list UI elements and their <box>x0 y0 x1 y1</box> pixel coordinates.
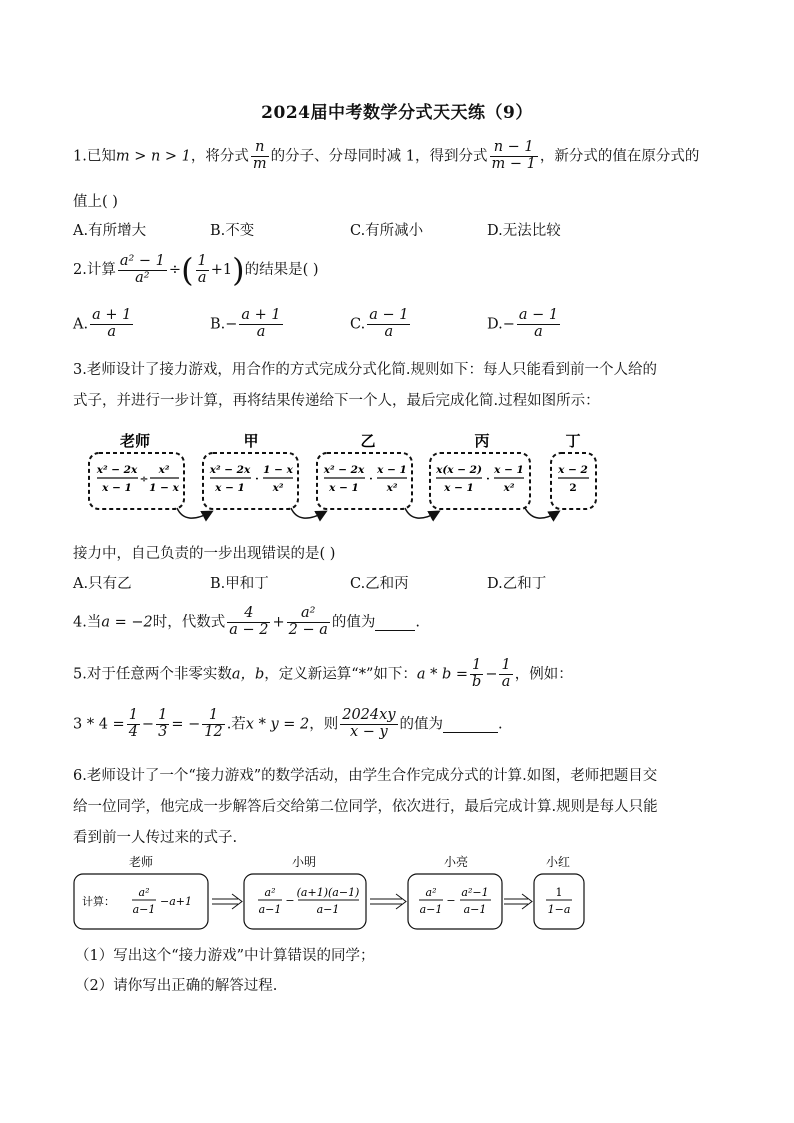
option-label: B. <box>210 316 226 333</box>
box-ding <box>551 453 596 509</box>
q3-option-b[interactable]: B.甲和丁 <box>210 576 269 592</box>
minus-sign: − <box>141 716 155 733</box>
numerator: x² − 2x <box>323 464 365 476</box>
q1-option-a[interactable]: A.有所增大 <box>73 223 147 239</box>
denominator: 4 <box>128 723 138 740</box>
q2-text: 的结果是( ) <box>244 262 319 278</box>
operator: · <box>255 473 259 485</box>
numerator: a − 1 <box>369 307 409 323</box>
label-teacher: 老师 <box>119 432 151 450</box>
denominator: 1 − x <box>149 482 179 494</box>
q5-def-lhs: a * b = <box>416 666 469 683</box>
denominator: a <box>384 323 394 340</box>
fraction <box>470 658 483 691</box>
fraction <box>156 708 169 741</box>
numerator: 1 <box>197 252 207 269</box>
box-jia <box>203 453 298 509</box>
q3-question: 接力中，自己负责的一步出现错误的是( ) <box>73 546 336 562</box>
expr-ding <box>557 464 589 494</box>
denominator: x² <box>272 482 284 494</box>
label-xiaohong: 小红 <box>545 855 571 869</box>
q5-text: ，则 <box>309 716 339 733</box>
fraction <box>517 308 560 341</box>
denominator: a − 2 <box>229 621 269 638</box>
q4-text: 的值为 <box>331 614 376 631</box>
question-5-line2 <box>73 708 503 741</box>
denominator: x² <box>386 482 398 494</box>
numerator: 2024xy <box>342 707 396 723</box>
plus-sign: + <box>272 614 285 631</box>
denominator: 12 <box>204 723 223 740</box>
q3-line2: 式子，并进行一步计算，再将结果传递给下一个人，最后完成化简.过程如图所示： <box>73 393 600 409</box>
fraction <box>239 308 282 341</box>
fraction <box>287 606 330 639</box>
option-sign: − <box>502 316 515 333</box>
fraction <box>90 308 133 341</box>
minus-sign: − <box>446 894 456 907</box>
expr-xiaohong <box>546 886 572 916</box>
arrow <box>405 508 438 518</box>
equals-minus: = − <box>171 716 201 733</box>
label-teacher: 老师 <box>128 855 154 869</box>
expr-xiaoming <box>258 886 359 916</box>
numerator: 1 <box>470 658 483 675</box>
q4-text: 时，代数式 <box>152 614 226 631</box>
q1-text: 1.已知 <box>73 148 116 165</box>
numerator: x² − 2x <box>96 464 138 476</box>
question-1 <box>73 140 699 173</box>
label-yi: 乙 <box>360 432 376 450</box>
q5-text: 的值为 <box>399 716 444 733</box>
prefix: 计算： <box>82 895 115 908</box>
q4-text: . <box>415 614 420 631</box>
q5-text: 5.对于任意两个非零实数 <box>73 666 232 683</box>
denominator: x − 1 <box>102 482 132 494</box>
operator: · <box>369 473 373 485</box>
numerator: 1 <box>555 886 563 899</box>
denominator: a−1 <box>316 903 340 916</box>
arrow <box>525 508 558 518</box>
q3-option-c[interactable]: C.乙和丙 <box>350 576 409 592</box>
q1-option-d[interactable]: D.无法比较 <box>487 223 561 239</box>
answer-blank[interactable] <box>443 716 498 733</box>
numerator: x − 1 <box>494 464 524 476</box>
plus-one: +1 <box>210 262 233 278</box>
numerator: (a+1)(a−1) <box>296 886 360 899</box>
operator: · <box>486 473 490 485</box>
numerator: x(x − 2) <box>436 464 482 476</box>
q5-condition: x * y = 2 <box>245 716 310 733</box>
option-label: A. <box>73 316 89 333</box>
denominator: x − 1 <box>329 482 359 494</box>
double-arrow <box>212 894 242 909</box>
box-bing <box>430 453 530 509</box>
denominator: a <box>534 323 543 340</box>
question-4 <box>73 606 420 639</box>
denominator: x − 1 <box>444 482 474 494</box>
q1-condition: m > n > 1 <box>115 148 191 165</box>
numerator: a² <box>425 886 437 899</box>
expr-bing <box>435 464 524 494</box>
numerator: 1 − x <box>263 464 293 476</box>
fraction <box>499 658 512 691</box>
numerator: x − 1 <box>377 464 407 476</box>
denominator: a <box>197 269 207 286</box>
numerator: x² <box>158 464 170 476</box>
expr-xiaoliang <box>419 886 491 916</box>
denominator: a <box>256 323 266 340</box>
expr-yi <box>323 464 407 494</box>
numerator: 1 <box>128 707 138 723</box>
numerator: a² <box>264 886 276 899</box>
denominator: b <box>472 673 482 690</box>
numerator: a − 1 <box>518 307 559 323</box>
q3-option-a[interactable]: A.只有乙 <box>73 576 132 592</box>
q2-text: 2.计算 <box>73 262 116 278</box>
q4-condition: a = −2 <box>101 614 153 631</box>
expr-teacher <box>96 464 180 494</box>
q2-option-b[interactable] <box>210 308 285 341</box>
double-arrow <box>370 894 406 909</box>
fraction <box>202 708 224 741</box>
right-paren: ) <box>232 251 245 289</box>
denominator: a² <box>135 269 150 286</box>
tail: −a+1 <box>160 895 192 908</box>
divide-sign: ÷ <box>168 262 182 278</box>
option-sign: − <box>225 316 238 333</box>
numerator: x² − 2x <box>209 464 251 476</box>
denominator: x − y <box>350 723 388 740</box>
q5-text: . <box>498 716 503 733</box>
q1-text: ，新分式的值在原分式的 <box>539 148 700 165</box>
denominator: a−1 <box>463 903 487 916</box>
page-title: 2024届中考数学分式天天练（9） <box>261 103 533 123</box>
q5-text: ，例如： <box>514 666 573 683</box>
q3-line1: 3.老师设计了接力游戏，用合作的方式完成分式化简.规则如下：每人只能看到前一个人给的 <box>73 362 657 378</box>
q6-line1: 6.老师设计了一个“接力游戏”的数学活动，由学生合作完成分式的计算.如图，老师把题目交 <box>73 768 658 784</box>
question-5-line1 <box>73 658 573 691</box>
denominator: 2 − a <box>288 621 328 638</box>
fraction <box>251 140 269 173</box>
denominator: 1−a <box>547 903 571 916</box>
option-label: D. <box>487 316 503 333</box>
denominator: a−1 <box>419 903 443 916</box>
fraction <box>196 254 209 287</box>
fraction <box>227 606 270 639</box>
q6-line2: 给一位同学，他完成一步解答后交给第二位同学，依次进行，最后完成计算.规则是每人只能 <box>73 799 658 815</box>
label-bing: 丙 <box>474 432 490 450</box>
arrow <box>291 508 325 518</box>
fraction <box>367 308 410 341</box>
relay-diagram-2 <box>72 852 592 936</box>
question-2 <box>73 251 319 289</box>
denominator: m − 1 <box>491 155 536 172</box>
double-arrow <box>504 894 532 909</box>
box-teacher <box>89 453 184 509</box>
relay-diagram-1 <box>85 428 605 528</box>
numerator: 1 <box>202 708 224 725</box>
numerator: n <box>251 140 269 157</box>
denominator: a <box>107 323 117 340</box>
label-jia: 甲 <box>243 432 259 450</box>
fraction <box>340 708 397 741</box>
numerator: 4 <box>227 606 270 623</box>
numerator: x − 2 <box>558 464 588 476</box>
q6-sub2: （2）请你写出正确的解答过程. <box>75 978 278 994</box>
q4-text: 4.当 <box>73 614 102 631</box>
expr-teacher <box>82 886 192 916</box>
q2-option-c[interactable] <box>350 308 412 341</box>
q6-sub1: （1）写出这个“接力游戏”中计算错误的同学； <box>75 948 375 964</box>
denominator: m <box>252 155 267 172</box>
q1-option-c[interactable]: C.有所减小 <box>350 223 424 239</box>
q1-text: 的分子、分母同时减 1，得到分式 <box>270 148 488 165</box>
expr-jia <box>209 464 294 494</box>
box-xiaoming <box>244 874 366 929</box>
q2-option-d[interactable] <box>487 308 562 341</box>
arrow <box>177 508 211 518</box>
box-xiaohong <box>534 874 584 929</box>
denominator: x² <box>503 482 515 494</box>
left-paren: ( <box>181 251 194 289</box>
fraction <box>490 140 538 173</box>
q1-option-b[interactable]: B.不变 <box>210 223 255 239</box>
minus-sign: − <box>285 894 295 907</box>
fraction <box>118 254 167 287</box>
answer-blank[interactable] <box>375 614 415 631</box>
q1-line2: 值上( ) <box>73 194 118 210</box>
denominator: 3 <box>158 723 168 740</box>
q5-text: ，定义新运算“*”如下： <box>264 666 417 683</box>
fraction <box>127 708 140 741</box>
numerator: a² <box>287 606 330 623</box>
q5-vars: a，b <box>231 666 265 683</box>
numerator: 1 <box>501 657 511 673</box>
denominator: a−1 <box>132 903 156 916</box>
numerator: 1 <box>158 707 168 723</box>
operator: ÷ <box>139 473 149 485</box>
numerator: a + 1 <box>241 307 281 323</box>
numerator: a² − 1 <box>119 252 165 269</box>
label-ding: 丁 <box>565 432 581 450</box>
numerator: n − 1 <box>490 140 538 157</box>
numerator: a + 1 <box>92 307 132 323</box>
q5-example-lhs: 3 * 4 = <box>73 716 125 733</box>
q6-line3: 看到前一人传过来的式子. <box>73 830 238 846</box>
option-label: C. <box>350 316 366 333</box>
q2-option-a[interactable] <box>73 308 135 341</box>
denominator: 2 <box>569 482 577 494</box>
q5-text: .若 <box>226 716 246 733</box>
label-xiaoming: 小明 <box>291 855 317 869</box>
box-yi <box>317 453 412 509</box>
label-xiaoliang: 小亮 <box>443 855 469 869</box>
q3-option-d[interactable]: D.乙和丁 <box>487 576 547 592</box>
denominator: a <box>501 673 511 690</box>
numerator: a² <box>138 886 150 899</box>
q1-text: ，将分式 <box>190 148 249 165</box>
numerator: a²−1 <box>461 886 489 899</box>
denominator: x − 1 <box>215 482 245 494</box>
denominator: a−1 <box>258 903 282 916</box>
minus-sign: − <box>485 666 498 683</box>
